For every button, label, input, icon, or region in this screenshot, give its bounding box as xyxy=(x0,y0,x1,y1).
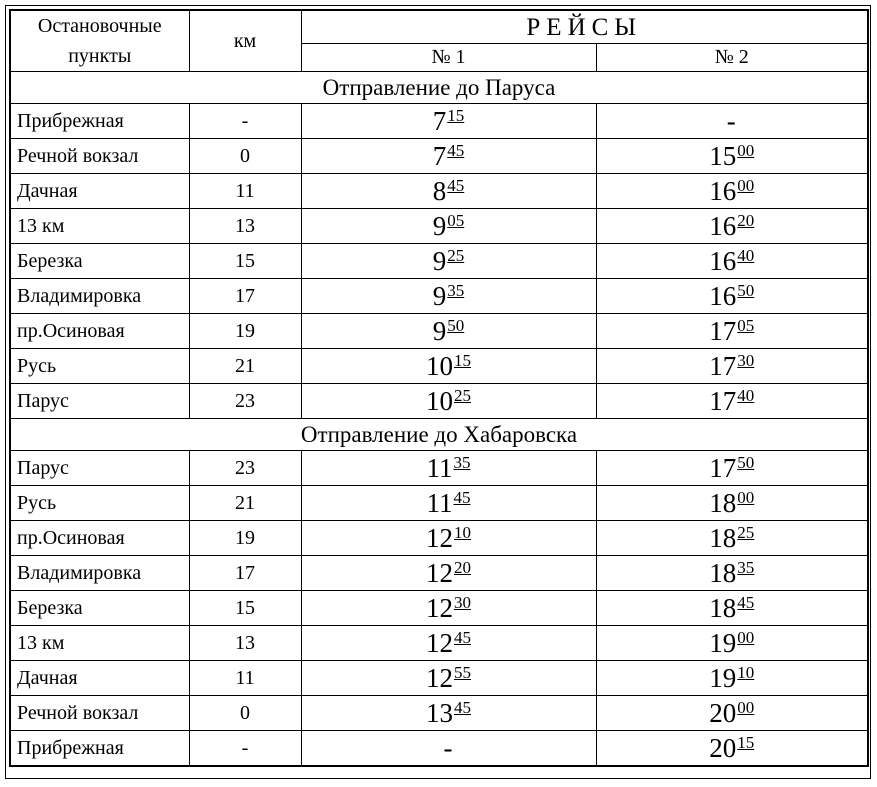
time-hours: 8 xyxy=(432,175,447,206)
trip1-time xyxy=(301,209,596,244)
time-hours: 19 xyxy=(709,627,737,658)
time-hours: 18 xyxy=(709,487,737,518)
time-minutes: 30 xyxy=(454,592,471,612)
stop-name: Речной вокзал xyxy=(10,139,189,174)
time-minutes: 00 xyxy=(737,140,755,160)
time-hours: 7 xyxy=(432,105,447,136)
table-row xyxy=(10,104,868,139)
stop-name: Владимировка xyxy=(10,556,189,591)
time-minutes: 30 xyxy=(737,350,755,370)
trip2-time xyxy=(596,139,868,174)
trip2-time xyxy=(596,174,868,209)
section-title: Отправление до Паруса xyxy=(10,72,868,104)
km-value: 0 xyxy=(189,696,301,731)
time-hours: 17 xyxy=(709,385,737,416)
trip1-time xyxy=(301,486,596,521)
table-row xyxy=(10,174,868,209)
section-header-row xyxy=(10,72,868,104)
trip2-time xyxy=(596,244,868,279)
time-hours: 18 xyxy=(709,522,737,553)
table-row xyxy=(10,521,868,556)
km-value: 19 xyxy=(189,521,301,556)
km-value: 23 xyxy=(189,384,301,419)
time-hours: 15 xyxy=(709,140,737,171)
km-header: км xyxy=(189,10,301,72)
km-value: 11 xyxy=(189,661,301,696)
table-row xyxy=(10,661,868,696)
time-hours: 7 xyxy=(432,140,447,171)
stop-name: Дачная xyxy=(10,661,189,696)
km-value: 23 xyxy=(189,451,301,486)
km-value: 21 xyxy=(189,486,301,521)
stop-name: Березка xyxy=(10,244,189,279)
table-row xyxy=(10,486,868,521)
trip1-time xyxy=(301,731,596,767)
table-row xyxy=(10,349,868,384)
km-value: 15 xyxy=(189,591,301,626)
time-minutes: 50 xyxy=(737,280,755,300)
time-hours: 20 xyxy=(709,697,737,728)
trip1-time xyxy=(301,591,596,626)
time-hours: 16 xyxy=(709,175,737,206)
stop-name: Прибрежная xyxy=(10,731,189,767)
time-minutes: 40 xyxy=(737,385,755,405)
table-row xyxy=(10,209,868,244)
table-row xyxy=(10,591,868,626)
time-hours: 13 xyxy=(426,697,453,728)
trip1-time xyxy=(301,521,596,556)
time-minutes: 50 xyxy=(737,452,755,472)
km-value: 13 xyxy=(189,626,301,661)
km-value: 21 xyxy=(189,349,301,384)
trip1-header: № 1 xyxy=(301,43,596,71)
time-minutes: 05 xyxy=(447,210,465,230)
time-minutes: 10 xyxy=(454,522,471,542)
time-hours: 18 xyxy=(709,592,737,623)
trip2-time xyxy=(596,661,868,696)
time-minutes: 00 xyxy=(737,697,755,717)
table-row xyxy=(10,451,868,486)
time-hours: 20 xyxy=(709,732,737,763)
time-hours: - xyxy=(726,105,736,136)
time-minutes: 45 xyxy=(447,175,465,195)
time-minutes: 50 xyxy=(447,315,465,335)
time-minutes: 35 xyxy=(447,280,465,300)
trip1-time xyxy=(301,104,596,139)
time-hours: 17 xyxy=(709,350,737,381)
trip1-time xyxy=(301,314,596,349)
stop-name: Русь xyxy=(10,486,189,521)
trip2-time xyxy=(596,349,868,384)
trip2-time xyxy=(596,279,868,314)
time-hours: 11 xyxy=(426,452,453,483)
time-minutes: 25 xyxy=(737,522,755,542)
bus-schedule-table xyxy=(9,9,869,767)
trip1-time xyxy=(301,279,596,314)
time-hours: 12 xyxy=(426,557,453,588)
stop-name: 13 км xyxy=(10,209,189,244)
km-value: 15 xyxy=(189,244,301,279)
time-minutes: 45 xyxy=(454,627,471,647)
time-minutes: 45 xyxy=(737,592,755,612)
trip2-time xyxy=(596,384,868,419)
trip1-time xyxy=(301,384,596,419)
time-hours: 12 xyxy=(426,627,453,658)
time-hours: 12 xyxy=(426,592,453,623)
km-value: 17 xyxy=(189,556,301,591)
trip2-time xyxy=(596,521,868,556)
table-row xyxy=(10,244,868,279)
time-minutes: 35 xyxy=(737,557,755,577)
table-row xyxy=(10,696,868,731)
stop-name: Березка xyxy=(10,591,189,626)
trip2-time xyxy=(596,556,868,591)
km-value: 0 xyxy=(189,139,301,174)
time-minutes: 20 xyxy=(737,210,755,230)
time-hours: 16 xyxy=(709,210,737,241)
time-hours: 18 xyxy=(709,557,737,588)
km-value: - xyxy=(189,104,301,139)
trips-header: РЕЙСЫ xyxy=(301,10,868,43)
trip1-time xyxy=(301,696,596,731)
time-hours: 19 xyxy=(709,662,737,693)
table-row xyxy=(10,314,868,349)
time-minutes: 05 xyxy=(737,315,755,335)
time-minutes: 45 xyxy=(453,487,471,507)
trip2-time xyxy=(596,209,868,244)
stop-name: Владимировка xyxy=(10,279,189,314)
table-row xyxy=(10,139,868,174)
km-value: 17 xyxy=(189,279,301,314)
time-minutes: 20 xyxy=(454,557,471,577)
time-minutes: 45 xyxy=(454,697,471,717)
trip1-time xyxy=(301,174,596,209)
km-value: - xyxy=(189,731,301,767)
stop-name: Парус xyxy=(10,451,189,486)
table-row xyxy=(10,626,868,661)
trip2-time xyxy=(596,314,868,349)
stop-name: Русь xyxy=(10,349,189,384)
time-minutes: 40 xyxy=(737,245,755,265)
trip2-time xyxy=(596,486,868,521)
time-hours: - xyxy=(443,732,453,763)
time-minutes: 15 xyxy=(737,732,755,752)
time-hours: 9 xyxy=(432,210,447,241)
time-minutes: 15 xyxy=(447,105,465,125)
time-hours: 16 xyxy=(709,280,737,311)
time-hours: 9 xyxy=(432,280,447,311)
time-hours: 9 xyxy=(432,245,447,276)
time-minutes: 10 xyxy=(737,662,755,682)
time-hours: 12 xyxy=(426,662,453,693)
trip1-time xyxy=(301,626,596,661)
time-minutes: 25 xyxy=(447,245,465,265)
time-hours: 11 xyxy=(426,487,453,518)
trip2-header: № 2 xyxy=(596,43,868,71)
km-value: 13 xyxy=(189,209,301,244)
trip1-time xyxy=(301,451,596,486)
time-minutes: 00 xyxy=(737,627,755,647)
trip2-time xyxy=(596,591,868,626)
section-title: Отправление до Хабаровска xyxy=(10,419,868,451)
km-value: 11 xyxy=(189,174,301,209)
time-minutes: 55 xyxy=(454,662,471,682)
table-row xyxy=(10,731,868,767)
stop-name: Прибрежная xyxy=(10,104,189,139)
trip2-time xyxy=(596,451,868,486)
time-hours: 10 xyxy=(426,350,453,381)
time-hours: 16 xyxy=(709,245,737,276)
trip1-time xyxy=(301,349,596,384)
stop-name: пр.Осиновая xyxy=(10,521,189,556)
table-row xyxy=(10,279,868,314)
time-minutes: 25 xyxy=(454,385,471,405)
time-hours: 17 xyxy=(709,315,737,346)
stop-name: пр.Осиновая xyxy=(10,314,189,349)
trip1-time xyxy=(301,661,596,696)
trip1-time xyxy=(301,556,596,591)
km-value: 19 xyxy=(189,314,301,349)
time-minutes: 45 xyxy=(447,140,465,160)
trip1-time xyxy=(301,139,596,174)
stop-name: Парус xyxy=(10,384,189,419)
trip2-time xyxy=(596,696,868,731)
stop-name: Дачная xyxy=(10,174,189,209)
stop-name: Речной вокзал xyxy=(10,696,189,731)
time-minutes: 00 xyxy=(737,487,755,507)
time-hours: 10 xyxy=(426,385,453,416)
trip2-time xyxy=(596,104,868,139)
time-minutes: 35 xyxy=(453,452,471,472)
time-minutes: 00 xyxy=(737,175,755,195)
section-header-row xyxy=(10,419,868,451)
stop-name: 13 км xyxy=(10,626,189,661)
table-row xyxy=(10,384,868,419)
table-row xyxy=(10,556,868,591)
trip2-time xyxy=(596,731,868,767)
trip1-time xyxy=(301,244,596,279)
stops-header: Остановочные пункты xyxy=(10,10,189,72)
header-row xyxy=(10,10,868,43)
time-hours: 9 xyxy=(432,315,447,346)
trip2-time xyxy=(596,626,868,661)
time-hours: 12 xyxy=(426,522,453,553)
time-hours: 17 xyxy=(709,452,737,483)
time-minutes: 15 xyxy=(454,350,471,370)
